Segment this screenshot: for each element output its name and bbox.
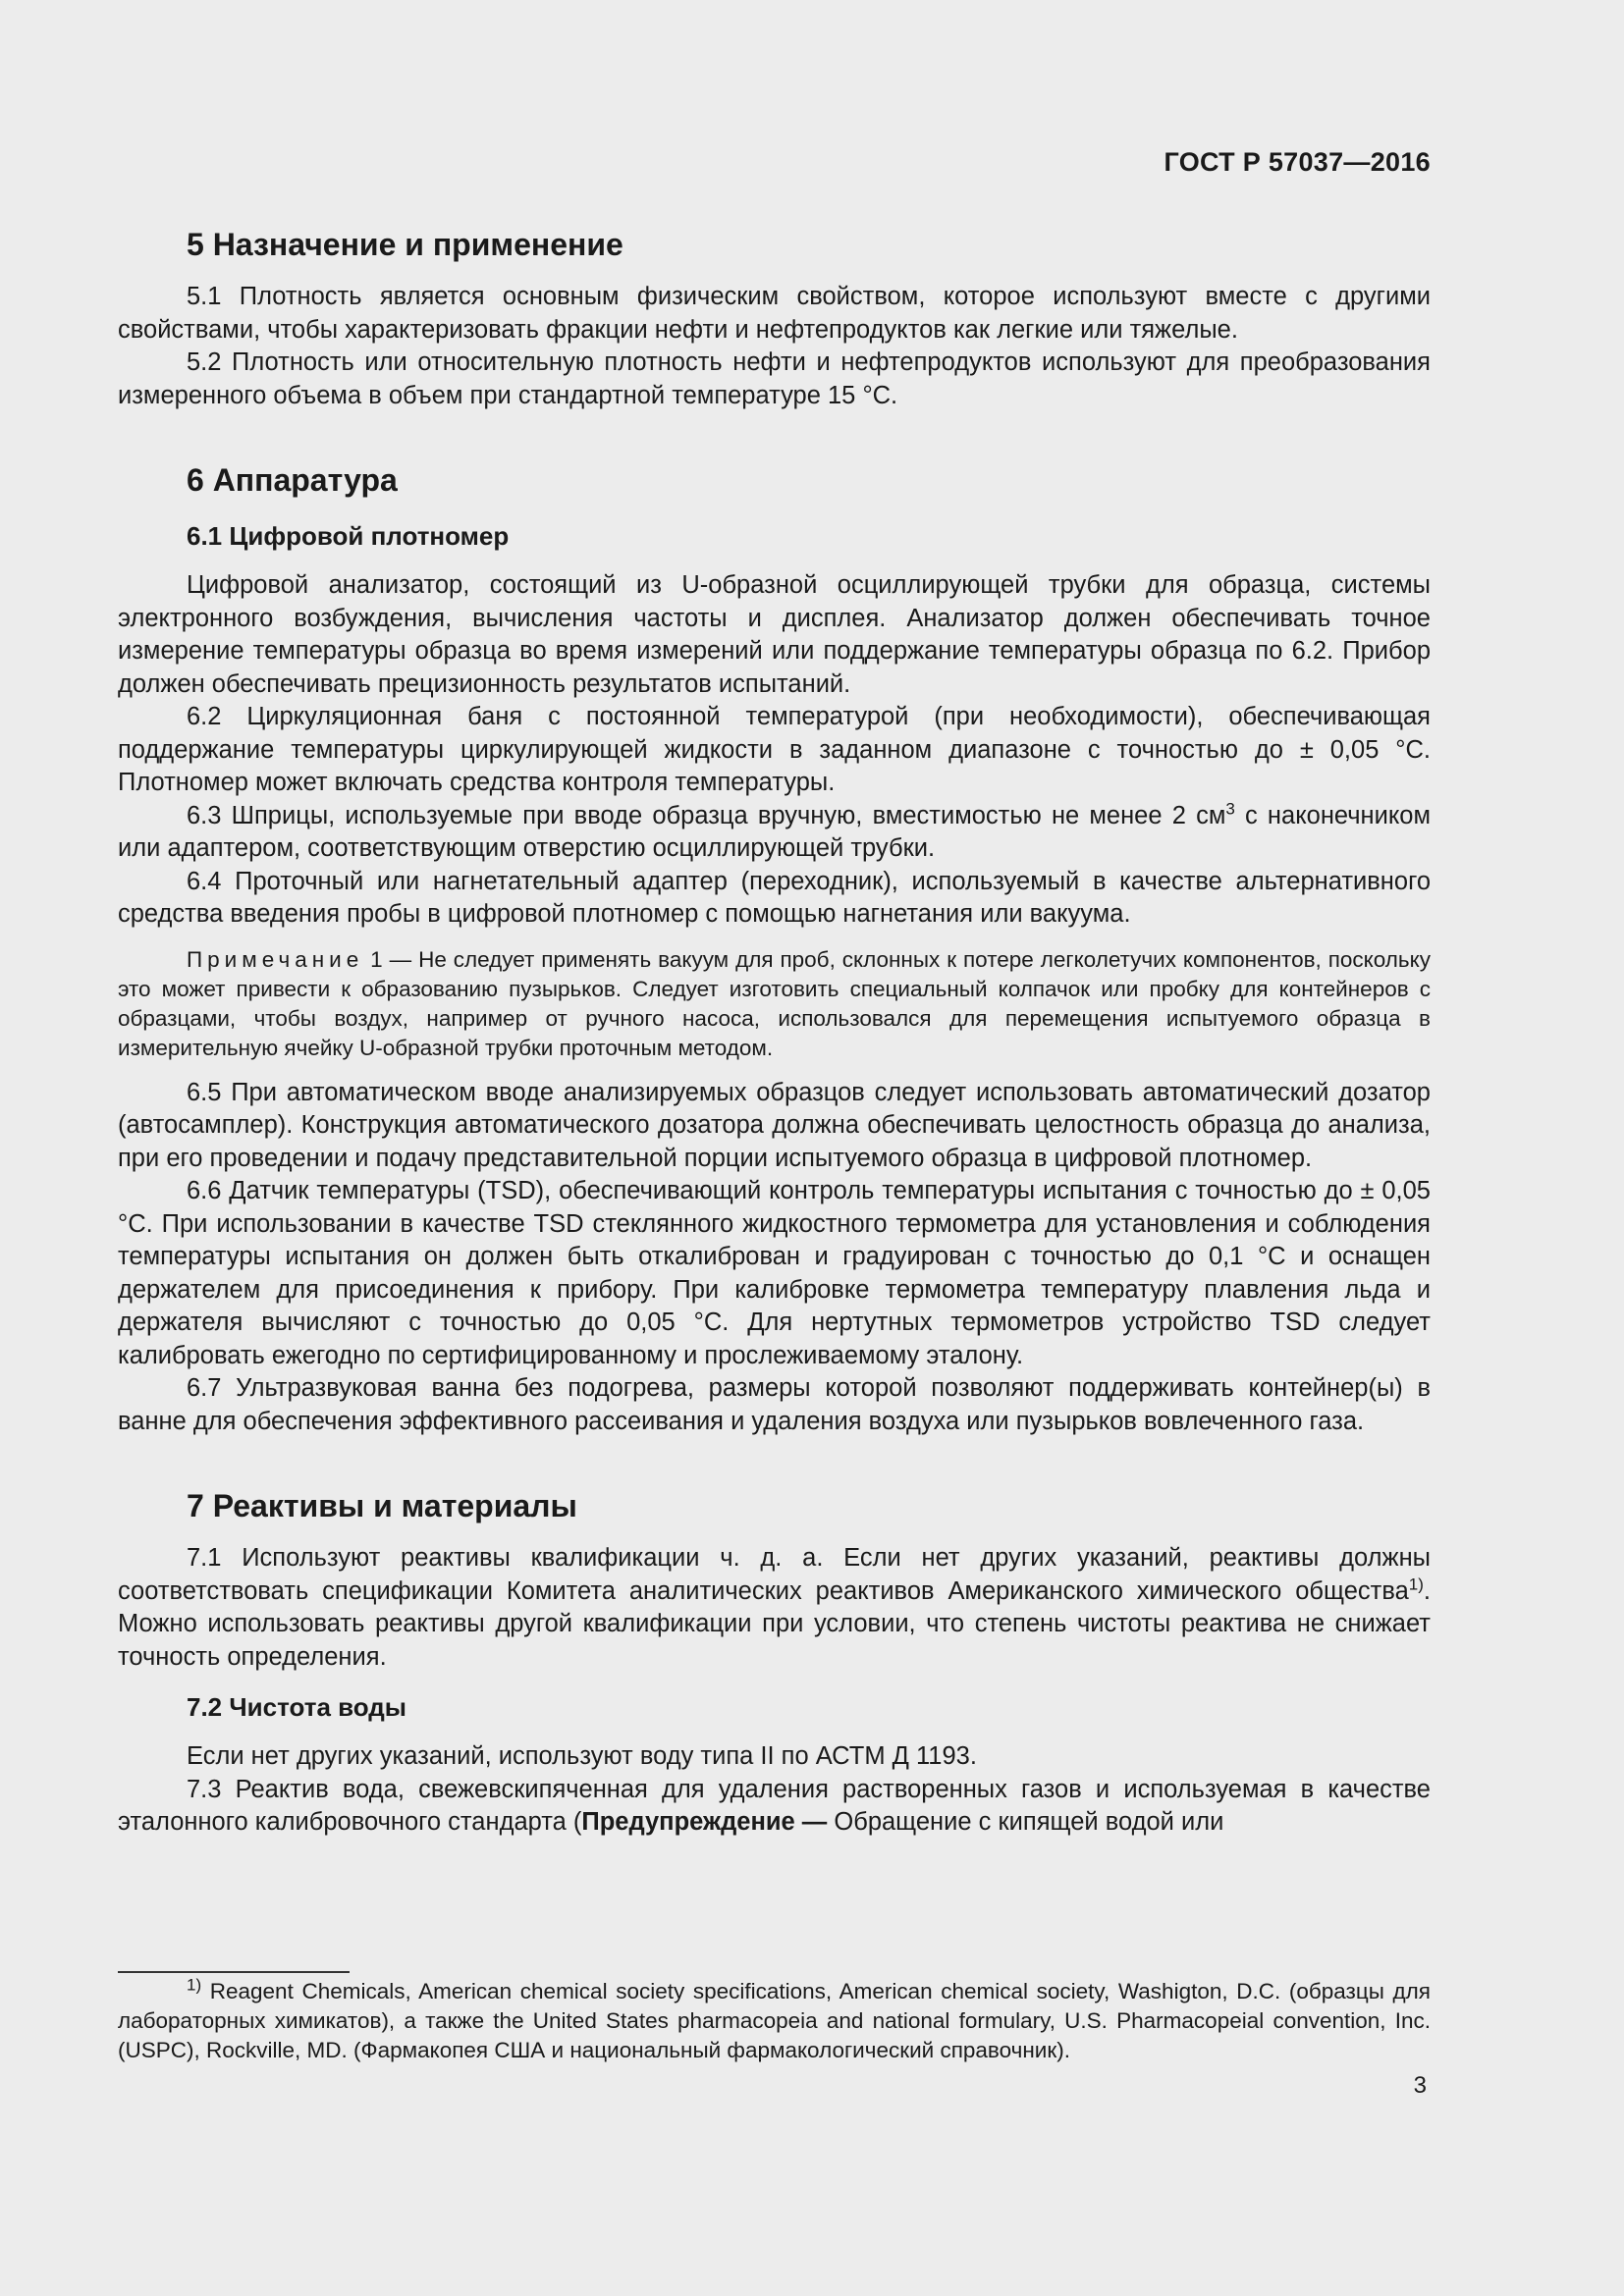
- superscript-cubic: 3: [1225, 799, 1235, 818]
- paragraph-6-5: 6.5 При автоматическом вводе анализируемых образцов следует использовать автоматический дозатор (автосамплер). Конструкция автоматического дозатора должна обеспечивать целостность образца до анализа, при его проведении и подачу представительной порции испытуемого образца в цифровой плотномер.: [118, 1078, 1431, 1172]
- paragraph-5-2: 5.2 Плотность или относительную плотность нефти и нефтепродуктов используют для преобразования измеренного объема в объем при стандартной температуре 15 °С.: [118, 348, 1431, 409]
- paragraph-6-3: 6.3 Шприцы, используемые при вводе образца вручную, вместимостью не менее 2 $см^3$ с наконечником или адаптером, соответствующим отверстию осциллирующей трубки.: [118, 799, 1432, 862]
- footnote-separator: [118, 1971, 350, 1973]
- footnote-text: Reagent Chemicals, American chemical society specifications, American chemical society, Washigton, D.C. (образцы для лабораторных химикатов), а также the United States pharmacopeia and national formulary, U.S. Pharmacopeial convention, Inc. (USPC), Rockville, MD. (Фармакопея США и национальный фармакологический справочник).: [118, 1979, 1431, 2062]
- paragraph-6-6: 6.6 Датчик температуры (TSD), обеспечивающий контроль температуры испытания с точностью до ± 0,05 °С. При использовании в качестве TSD стеклянного жидкостного термометра для установления и соблюдения температуры испытания он должен быть откалиброван и градуирован с точностью до 0,1 °С и оснащен держателем для присоединения к прибору. При калибровке термометра температуру плавления льда и держателя вычисляют с точностью до 0,05 °С. Для нертутных термометров устройство TSD следует калибровать ежегодно по сертифицированному и прослеживаемому эталону.: [118, 1177, 1431, 1369]
- page-number: 3: [1413, 2072, 1427, 2099]
- subsection-7-2-title: 7.2 Чистота воды: [187, 1692, 407, 1722]
- paragraph-7-1: 7.1 Используют реактивы квалификации ч. д. а. Если нет других указаний, реактивы должны соответствовать спецификации Комитета аналитических реактивов Американского химического общества$^{1)}$. Можно использовать реактивы другой квалификации при условии, что степень чистоты реактива не снижает точность определения.: [118, 1544, 1431, 1671]
- paragraph-7-2: Если нет других указаний, используют воду типа II по АСТМ Д 1193.: [187, 1742, 977, 1770]
- paragraph-7-3: 7.3 Реактив вода, свежевскипяченная для удаления растворенных газов и используемая в качестве эталонного калибровочного стандарта (Предупреждение — Обращение с кипящей водой или: [118, 1775, 1431, 1836]
- paragraph-6-4: 6.4 Проточный или нагнетательный адаптер (переходник), используемый в качестве альтернативного средства введения пробы в цифровой плотномер с помощью нагнетания или вакуума.: [118, 867, 1431, 928]
- footnote: [118, 1977, 1431, 2065]
- document-id-header: ГОСТ Р 57037—2016: [1164, 147, 1431, 177]
- section-5-title: 5 Назначение и применение: [187, 227, 623, 262]
- footnote-marker: 1): [187, 1975, 202, 1995]
- paragraph-6-2: 6.2 Циркуляционная баня с постоянной температурой (при необходимости), обеспечивающая поддержание температуры циркулирующей жидкости в заданном диапазоне с точностью до ± 0,05 °С. Плотномер может включать средства контроля температуры.: [118, 703, 1431, 796]
- note-label: Примечание: [187, 946, 364, 972]
- paragraph-6-1: Цифровой анализатор, состоящий из U-образной осциллирующей трубки для образца, системы электронного возбуждения, вычисления частоты и дисплея. Анализатор должен обеспечивать точное измерение температуры образца во время измерений или поддержание температуры образца по 6.2. Прибор должен обеспечивать прецизионность результатов испытаний.: [118, 571, 1431, 698]
- paragraph-6-7: 6.7 Ультразвуковая ванна без подогрева, размеры которой позволяют поддерживать контейнер(ы) в ванне для обеспечения эффективного рассеивания и удаления воздуха или пузырьков вовлеченного газа.: [118, 1374, 1431, 1435]
- paragraph-5-1: 5.1 Плотность является основным физическим свойством, которое используют вместе с другими свойствами, чтобы характеризовать фракции нефти и нефтепродуктов как легкие или тяжелые.: [118, 283, 1431, 344]
- page-content: [118, 222, 1431, 1840]
- note-1: [118, 945, 1431, 1063]
- section-7-title: 7 Реактивы и материалы: [187, 1488, 577, 1523]
- section-6-title: 6 Аппаратура: [187, 462, 398, 498]
- subsection-6-1-title: 6.1 Цифровой плотномер: [187, 521, 510, 551]
- note-text: 1 — Не следует применять вакуум для проб, склонных к потере легколетучих компонентов, поскольку это может привести к образованию пузырьков. Следует изготовить специальный колпачок или пробку для контейнеров с образцами, чтобы воздух, например от ручного насоса, использовался для перемещения испытуемого образца в измерительную ячейку U-образной трубки проточным методом.: [118, 946, 1431, 1060]
- footnote-reference: 1): [1408, 1575, 1424, 1593]
